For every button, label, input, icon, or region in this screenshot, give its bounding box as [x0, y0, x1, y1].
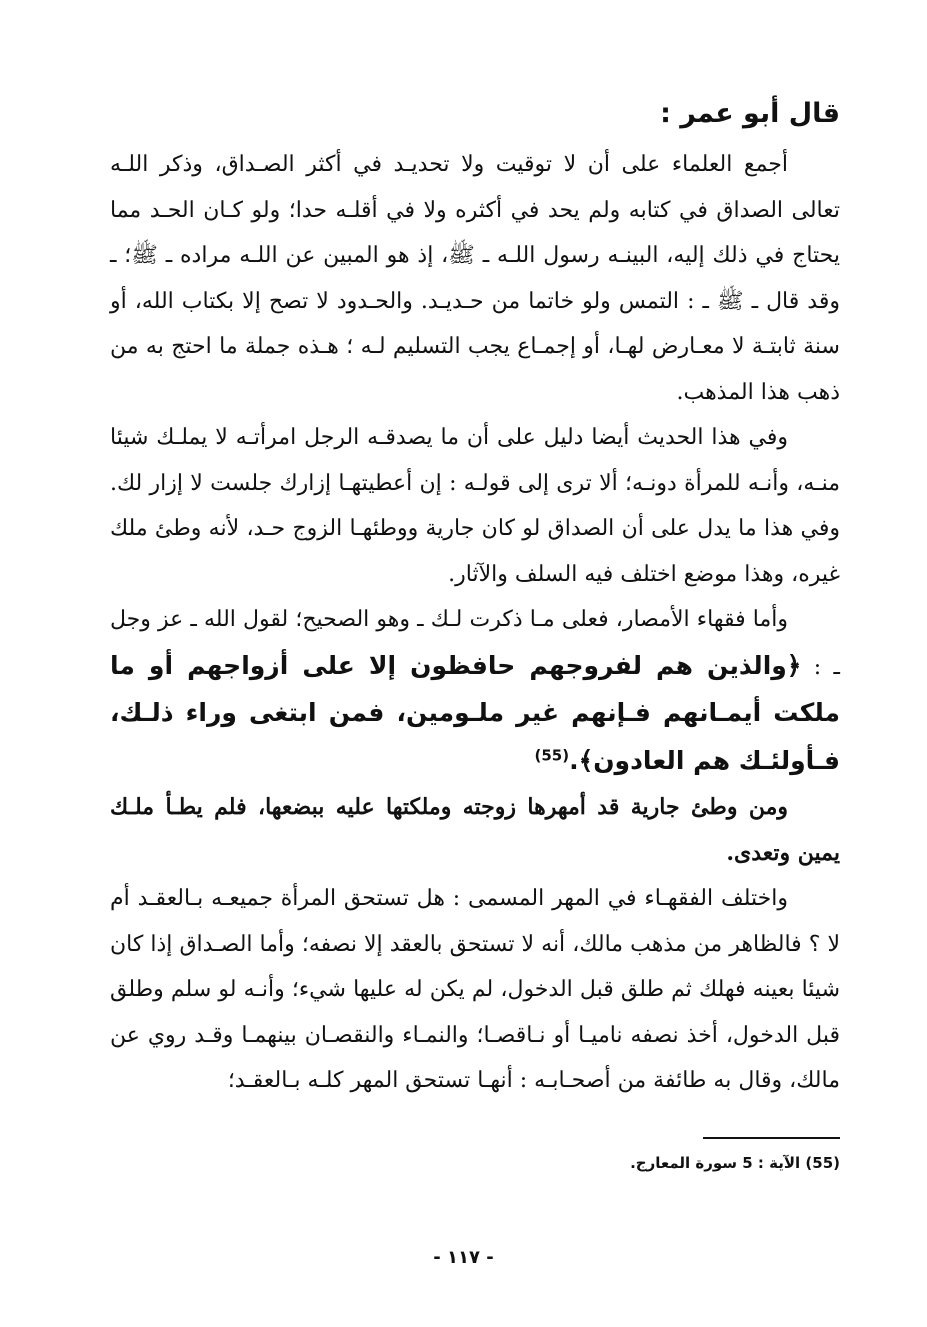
paragraph-2: وفي هذا الحديث أيضا دليل على أن ما يصدقـه الرجل امرأتـه لا يملـك شيئا منـه، وأنـه للمرأة دونـه؛ ألا ترى إلى قولـه : إن أعطيتهـا إزارك جلست لا إزار لك. وفي هذا ما يدل على أن الصداق لو كان جارية ووطئهـا الزوج حـد، لأنه وطئ ملك غيره، وهذا موضع اختلف فيه السلف والآثار.	[110, 425, 840, 587]
paragraph-3-intro: وأما فقهاء الأمصار، فعلى مـا ذكرت لـك ـ وهو الصحيح؛ لقول الله ـ عز وجل ـ :	[110, 607, 840, 680]
section-heading: قال أبو عمر :	[660, 98, 840, 129]
page-body	[110, 92, 840, 1104]
quran-verse: ﴿والذين هم لفروجهم حافظون إلا على أزواجهم أو ما ملكت أيمـانهم فـإنهم غير ملـومين، فمن ابتغى وراء ذلـك، فـأولئـك هم العادون﴾.	[110, 650, 840, 775]
page-number: - ١١٧ -	[433, 1247, 494, 1268]
paragraph-5: واختلف الفقهـاء في المهر المسمى : هل تستحق المرأة جميعـه بـالعقـد أم لا ؟ فالظاهر من مذهب مالك، أنه لا تستحق بالعقد إلا نصفه؛ وأما الصـداق إذا كان شيئا بعينه فهلك ثم طلق قبل الدخول، لم يكن له عليها شيء؛ وأنـه لو سلم وطلق قبل الدخول، أخذ نصفه ناميـا أو نـاقصـا؛ والنمـاء والنقصـان بينهمـا وقـد روي عن مالك، وقال به طائفة من أصحـابـه : أنهـا تستحق المهر كلـه بـالعقـد؛	[110, 886, 840, 1093]
footnote-text: (55) الآية : 5 سورة المعارج.	[630, 1154, 840, 1172]
paragraph-1: أجمع العلماء على أن لا توقيت ولا تحديـد في أكثر الصـداق، وذكر اللـه تعالى الصداق في كتابه ولم يحد في أكثره ولا في أقلـه حدا؛ ولو كـان الحـد مما يحتاج في ذلك إليه، البينـه رسول اللـه ـ ﷺ، إذ هو المبين عن اللـه مراده ـ ﷺ؛ ـ وقد قال ـ ﷺ ـ : التمس ولو خاتما من حـديـد. والحـدود لا تصح إلا بكتاب الله، أو سنة ثابتـة لا معـارض لهـا، أو إجمـاع يجب التسليم لـه ؛ هـذه جملة ما احتج به من ذهب هذا المذهب.	[110, 152, 840, 405]
paragraph-4: ومن وطئ جارية قد أمهرها زوجته وملكتها عليه ببضعها، فلم يطـأ ملـك يمين وتعدى.	[110, 794, 840, 866]
footnote-divider	[703, 1137, 840, 1139]
footnote-reference: (55)	[534, 746, 570, 765]
paragraph-3	[110, 597, 840, 785]
